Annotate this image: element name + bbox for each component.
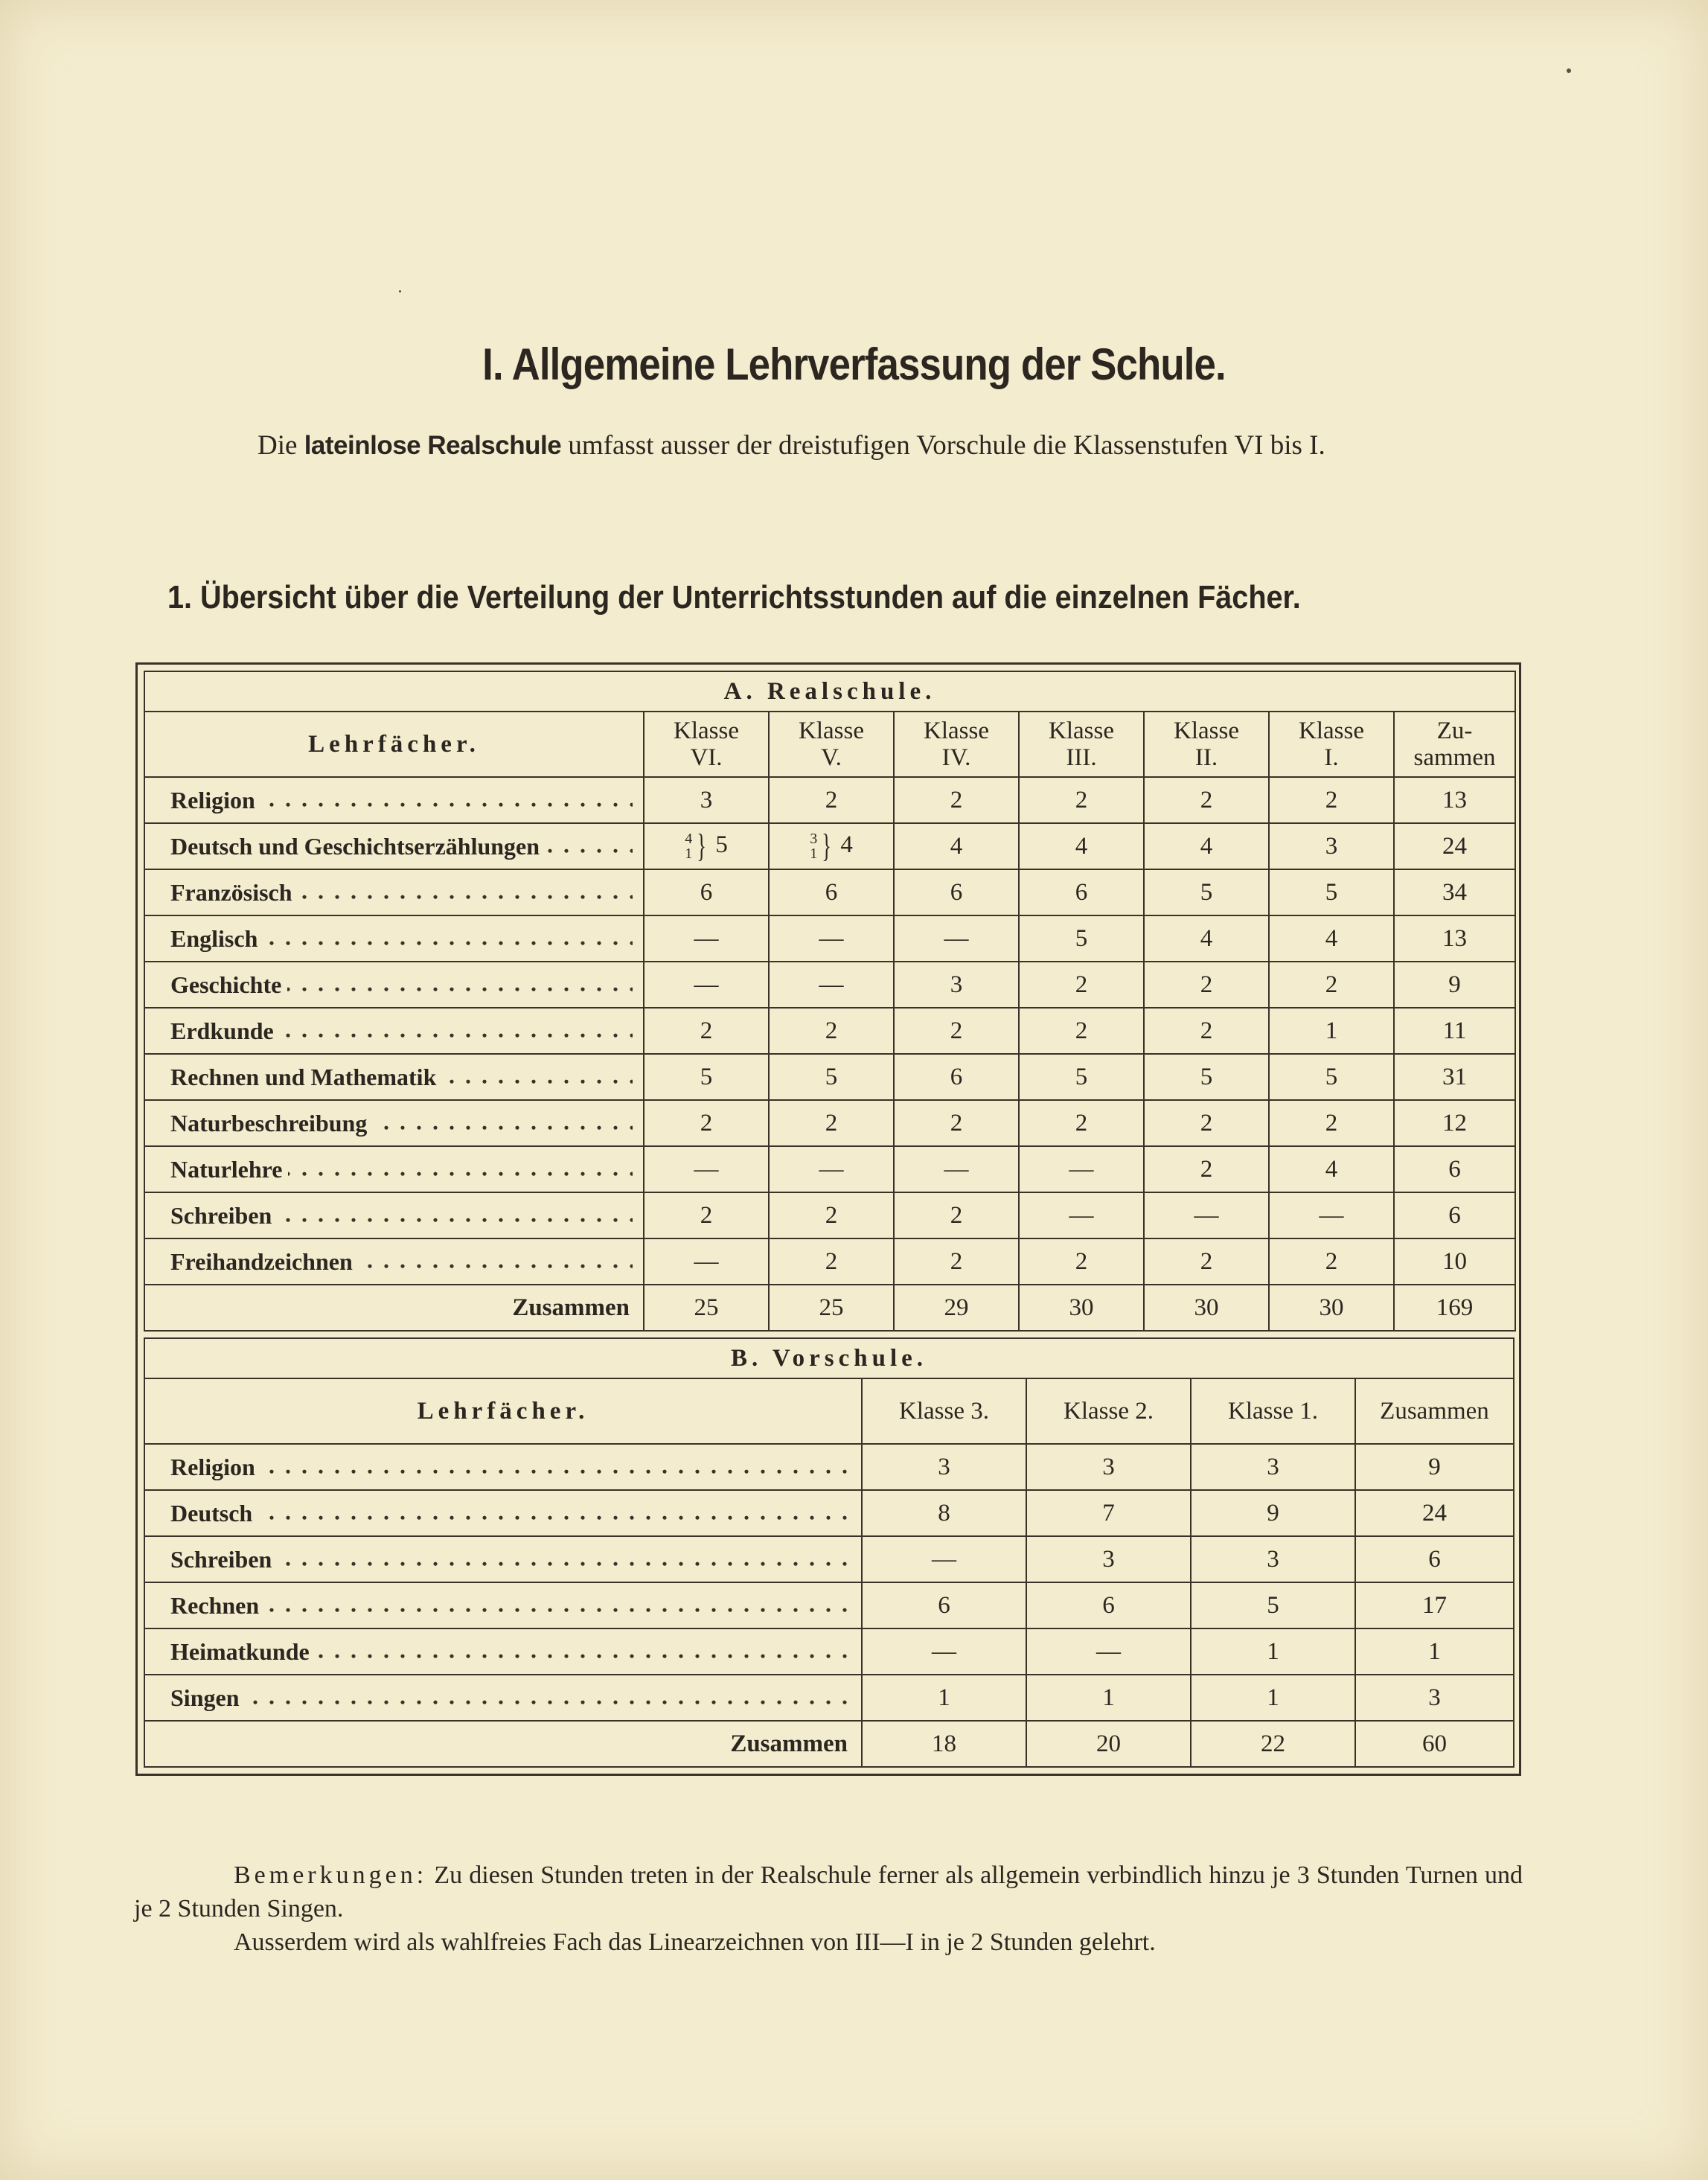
value-cell [644,823,769,869]
brace-glyph: } [822,828,832,865]
value-cell: — [1269,1192,1394,1238]
vorschule-title-row [144,1338,1514,1378]
value-cell: 2 [769,777,894,823]
value-cell: 1 [1191,1628,1355,1675]
subject-cell [144,869,644,915]
subject-cell [144,1192,644,1238]
total-label: Zusammen [144,1721,862,1767]
value-cell: 2 [1269,777,1394,823]
column-header: Klasse II. [1144,712,1269,777]
value-cell: — [1019,1146,1144,1192]
value-cell: 17 [1355,1582,1514,1628]
leader-dots [170,1452,851,1480]
value-cell: — [1019,1192,1144,1238]
value-cell: 13 [1394,777,1515,823]
value-cell: 2 [644,1192,769,1238]
column-header: Zu- sammen [1394,712,1515,777]
value-cell: 9 [1191,1490,1355,1536]
subject-column-header: Lehrfächer. [144,712,644,777]
vorschule-table [144,1337,1515,1768]
value-cell: 2 [1269,1100,1394,1146]
value-cell: 1 [862,1675,1026,1721]
value-cell: — [862,1536,1026,1582]
value-cell: 2 [894,1008,1019,1054]
value-cell: 2 [1269,1238,1394,1285]
subject-cell [144,1444,862,1490]
table-row [144,1008,1515,1054]
vorschule-title: B. Vorschule. [144,1338,1514,1378]
table-row [144,1536,1514,1582]
subject-label: Religion [170,1454,261,1480]
value-cell: 2 [1019,777,1144,823]
vorschule-total-row [144,1721,1514,1767]
subject-label: Deutsch [170,1500,258,1527]
subject-label: Rechnen und Mathematik [170,1064,442,1090]
value-cell: 3 [1191,1444,1355,1490]
value-cell: 6 [894,869,1019,915]
total-cell: 169 [1394,1285,1515,1331]
value-cell: 1 [1026,1675,1191,1721]
value-cell: 5 [1144,869,1269,915]
value-cell: — [644,1146,769,1192]
value-cell: 6 [1355,1536,1514,1582]
value-cell: 2 [1144,1146,1269,1192]
total-cell: 60 [1355,1721,1514,1767]
value-cell: 34 [1394,869,1515,915]
table-row [144,1444,1514,1490]
subject-label: Französisch [170,879,298,906]
subject-cell [144,1628,862,1675]
subject-label: Geschichte [170,971,287,998]
total-cell: 22 [1191,1721,1355,1767]
table-row [144,1582,1514,1628]
value-cell: 8 [862,1490,1026,1536]
value-cell: 4 [1269,1146,1394,1192]
subject-column-header: Lehrfächer. [144,1378,862,1444]
cell-total: 4 [840,831,853,858]
total-cell: 25 [644,1285,769,1331]
subject-label: Schreiben [170,1546,278,1573]
value-cell: 2 [644,1100,769,1146]
subject-label: Naturlehre [170,1156,288,1183]
value-cell: 1 [1269,1008,1394,1054]
value-cell: 2 [769,1192,894,1238]
vorschule-header-row [144,1378,1514,1444]
column-header: Klasse I. [1269,712,1394,777]
table-row [144,823,1515,869]
value-cell: 6 [1026,1582,1191,1628]
subject-label: Schreiben [170,1202,278,1229]
remarks-label: Bemerkungen: [234,1861,428,1889]
value-cell: 2 [769,1238,894,1285]
value-cell: — [862,1628,1026,1675]
value-cell: 4 [1144,823,1269,869]
table-row [144,962,1515,1008]
leader-dots [170,1591,851,1618]
value-cell: 2 [1019,1100,1144,1146]
table-row [144,1100,1515,1146]
brace-glyph: } [697,828,707,865]
total-cell: 29 [894,1285,1019,1331]
value-cell: 12 [1394,1100,1515,1146]
value-cell: 7 [1026,1490,1191,1536]
page-title: I. Allgemeine Lehrverfassung der Schule. [482,339,1226,389]
value-cell: 6 [862,1582,1026,1628]
value-cell: 3 [1355,1675,1514,1721]
value-cell: 5 [769,1054,894,1100]
value-cell: 2 [894,1238,1019,1285]
subject-label: Erdkunde [170,1017,280,1044]
value-cell: 1 [1355,1628,1514,1675]
subject-cell [144,777,644,823]
intro-before: Die [258,430,298,461]
subject-label: Heimatkunde [170,1638,316,1665]
value-cell: 2 [1144,1238,1269,1285]
subject-label: Religion [170,787,261,813]
value-cell [769,823,894,869]
value-cell: 2 [1144,1008,1269,1054]
column-header: Klasse 2. [1026,1378,1191,1444]
value-cell: 3 [1026,1444,1191,1490]
realschule-header-row [144,712,1515,777]
subject-cell [144,1675,862,1721]
subject-cell [144,1054,644,1100]
value-cell: 10 [1394,1238,1515,1285]
cell-total: 5 [715,831,728,858]
total-cell: 30 [1019,1285,1144,1331]
column-header: Klasse IV. [894,712,1019,777]
subject-cell [144,962,644,1008]
value-cell: 2 [644,1008,769,1054]
table-row [144,915,1515,962]
remarks [134,1858,1523,1959]
value-cell: 1 [1191,1675,1355,1721]
subject-cell [144,1146,644,1192]
value-cell: — [644,962,769,1008]
subject-cell [144,1100,644,1146]
value-cell: 2 [894,777,1019,823]
value-cell: 2 [769,1008,894,1054]
value-cell: 3 [894,962,1019,1008]
value-cell: 2 [1144,777,1269,823]
subject-cell [144,1238,644,1285]
column-header: Klasse III. [1019,712,1144,777]
subject-cell [144,1536,862,1582]
intro-after: umfasst ausser der dreistufigen Vorschule die Klassenstufen VI bis I. [568,430,1325,461]
total-cell: 25 [769,1285,894,1331]
value-cell: 5 [1019,915,1144,962]
value-cell: 2 [1019,1008,1144,1054]
value-cell: 5 [1269,869,1394,915]
column-header: Klasse V. [769,712,894,777]
column-header: Klasse VI. [644,712,769,777]
value-cell: — [644,915,769,962]
subject-label: Deutsch und Geschichtserzählungen [170,833,546,860]
subject-label: Englisch [170,925,263,952]
value-cell: 2 [769,1100,894,1146]
intro-paragraph [136,428,1532,463]
value-cell: 5 [1019,1054,1144,1100]
value-cell: 5 [1191,1582,1355,1628]
leader-dots [170,1498,851,1526]
value-cell: 6 [644,869,769,915]
table-row [144,1146,1515,1192]
value-cell: — [1144,1192,1269,1238]
value-cell: 4 [1269,915,1394,962]
remarks-line1: Zu diesen Stunden treten in der Realschule ferner als allgemein verbindlich hinzu je 3 Stunden Turnen und je 2 Stunden Singen. [134,1861,1523,1922]
value-cell: 9 [1355,1444,1514,1490]
value-cell: 9 [1394,962,1515,1008]
table-row [144,1628,1514,1675]
value-cell: 24 [1394,823,1515,869]
table-row [144,1238,1515,1285]
value-cell: 5 [1144,1054,1269,1100]
value-cell: 3 [1191,1536,1355,1582]
column-header: Zusammen [1355,1378,1514,1444]
subject-cell [144,823,644,869]
total-label: Zusammen [144,1285,644,1331]
total-cell: 30 [1144,1285,1269,1331]
value-cell: 2 [894,1100,1019,1146]
value-cell: 3 [862,1444,1026,1490]
value-cell: 2 [894,1192,1019,1238]
value-cell: 3 [1026,1536,1191,1582]
subject-cell [144,915,644,962]
subject-cell [144,1490,862,1536]
value-cell: 24 [1355,1490,1514,1536]
value-cell: 2 [1019,962,1144,1008]
value-cell: 2 [1144,1100,1269,1146]
value-cell: 2 [1019,1238,1144,1285]
table-row [144,777,1515,823]
split-hours: 3 1 [810,831,818,863]
realschule-total-row [144,1285,1515,1331]
subject-label: Freihandzeichnen [170,1248,359,1275]
leader-dots [170,1683,851,1710]
lesson-distribution-table [135,662,1521,1776]
value-cell: 6 [1394,1146,1515,1192]
intro-bold: lateinlose Realschule [304,431,562,460]
total-cell: 18 [862,1721,1026,1767]
table-row [144,1490,1514,1536]
column-header: Klasse 3. [862,1378,1026,1444]
value-cell: 6 [1394,1192,1515,1238]
table-row [144,869,1515,915]
value-cell: 6 [1019,869,1144,915]
total-cell: 20 [1026,1721,1191,1767]
value-cell: 4 [1144,915,1269,962]
table-row [144,1054,1515,1100]
realschule-title: A. Realschule. [144,671,1515,712]
value-cell: 2 [1269,962,1394,1008]
value-cell: 4 [894,823,1019,869]
subject-label: Singen [170,1684,245,1711]
value-cell: 2 [1144,962,1269,1008]
paper-speck [1567,68,1571,73]
value-cell: 5 [1269,1054,1394,1100]
value-cell: 11 [1394,1008,1515,1054]
value-cell: 5 [644,1054,769,1100]
realschule-table [144,671,1516,1332]
split-hours: 4 1 [685,831,693,863]
value-cell: 6 [769,869,894,915]
total-cell: 30 [1269,1285,1394,1331]
paper-speck [399,290,401,293]
value-cell: 4 [1019,823,1144,869]
value-cell: — [769,1146,894,1192]
value-cell: 13 [1394,915,1515,962]
value-cell: — [1026,1628,1191,1675]
value-cell: 6 [894,1054,1019,1100]
value-cell: — [644,1238,769,1285]
value-cell: — [769,962,894,1008]
value-cell: 3 [1269,823,1394,869]
subject-label: Rechnen [170,1592,265,1619]
realschule-title-row [144,671,1515,712]
section-heading: 1. Übersicht über die Verteilung der Unterrichtsstunden auf die einzelnen Fächer. [167,579,1301,616]
value-cell: — [769,915,894,962]
table-row [144,1675,1514,1721]
value-cell: — [894,1146,1019,1192]
table-row [144,1192,1515,1238]
subject-cell [144,1008,644,1054]
remarks-line2: Ausserdem wird als wahlfreies Fach das Linearzeichnen von III—I in je 2 Stunden gelehrt. [234,1928,1156,1956]
subject-cell [144,1582,862,1628]
value-cell: — [894,915,1019,962]
value-cell: 3 [644,777,769,823]
column-header: Klasse 1. [1191,1378,1355,1444]
subject-label: Naturbeschreibung [170,1110,373,1137]
value-cell: 31 [1394,1054,1515,1100]
